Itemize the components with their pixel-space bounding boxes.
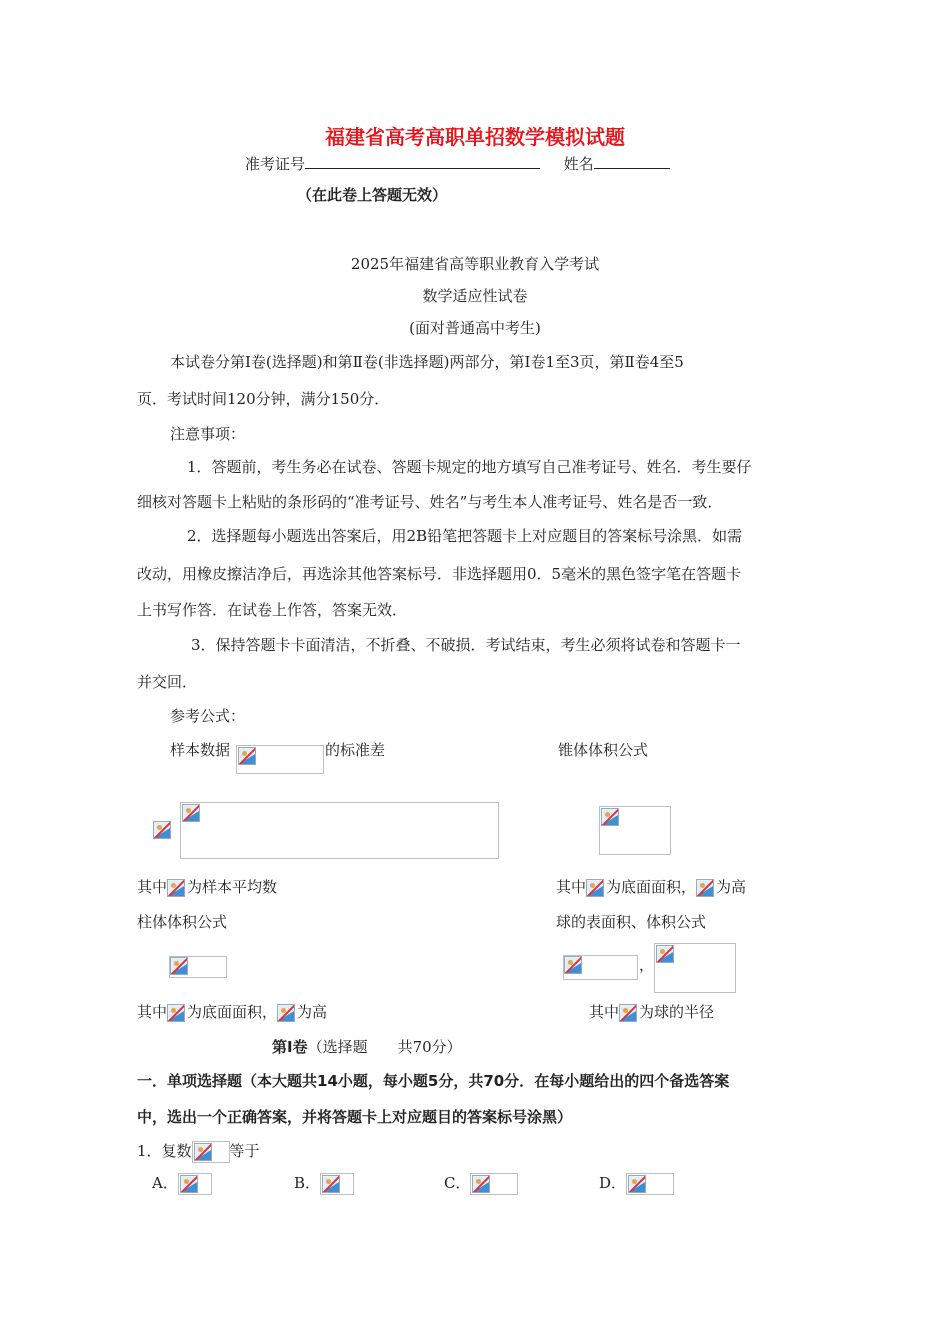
broken-image-icon: [277, 1004, 297, 1022]
prism-note-prefix: 其中: [137, 1003, 168, 1021]
sphere-note: [589, 1003, 714, 1022]
part-1-subtitle: （选择题 共70分）: [307, 1038, 462, 1056]
formulas-title: 参考公式：: [170, 707, 246, 725]
invalid-notice: （在此卷上答题无效）: [297, 186, 448, 204]
broken-image-icon: [619, 1004, 639, 1022]
note-1-line-1: 1．答题前，考生务必在试卷、答题卡规定的地方填写自己准考证号、姓名．考生要仔: [187, 458, 752, 476]
notes-title: 注意事项：: [170, 425, 246, 443]
exam-line-3: (面对普通高中考生): [409, 319, 541, 337]
mean-note-suffix: 为样本平均数: [187, 878, 278, 896]
cone-note: [556, 878, 746, 897]
question-1-suffix: 等于: [229, 1142, 260, 1160]
exam-line-1: 2025年福建省高等职业教育入学考试: [350, 255, 600, 273]
intro-line-1: 本试卷分第Ⅰ卷(选择题)和第Ⅱ卷(非选择题)两部分，第Ⅰ卷1至3页，第Ⅱ卷4至5: [170, 353, 684, 371]
name-blank: [594, 153, 670, 169]
broken-image-icon: [696, 879, 716, 897]
option-a[interactable]: [152, 1173, 212, 1195]
option-c-label: C．: [444, 1174, 471, 1192]
option-d-image: [626, 1173, 674, 1195]
sphere-note-prefix: 其中: [589, 1003, 620, 1021]
option-b[interactable]: [294, 1173, 354, 1195]
intro-line-2: 页．考试时间120分钟，满分150分．: [137, 390, 390, 408]
mean-note-prefix: 其中: [137, 878, 168, 896]
mean-note: [137, 878, 277, 897]
prism-note-mid: 为底面面积，: [187, 1003, 278, 1021]
cone-note-suffix: 为高: [716, 878, 747, 896]
broken-image-icon: [167, 1004, 187, 1022]
cone-note-prefix: 其中: [556, 878, 587, 896]
exam-line-2: 数学适应性试卷: [422, 287, 528, 305]
broken-image-icon: [601, 808, 619, 826]
sphere-note-suffix: 为球的半径: [639, 1003, 715, 1021]
broken-image-icon: [238, 747, 256, 765]
option-c-image: [470, 1173, 518, 1195]
std-dev-suffix: 的标准差: [325, 741, 386, 759]
sphere-formula-label: 球的表面积、体积公式: [556, 913, 707, 931]
question-1-prefix: 1．复数: [137, 1142, 192, 1160]
broken-image-icon: [170, 957, 188, 975]
cone-volume-label: 锥体体积公式: [558, 741, 649, 759]
option-a-label: A．: [152, 1174, 178, 1192]
section-heading-line-1: 一．单项选择题（本大题共14小题，每小题5分，共70分．在每小题给出的四个备选答案: [137, 1072, 730, 1090]
option-c[interactable]: [444, 1173, 518, 1195]
formula-comma: ，: [639, 956, 655, 974]
exam-id-row: [245, 153, 670, 173]
option-b-label: B．: [294, 1174, 321, 1192]
std-dev-prefix: 样本数据: [170, 741, 231, 759]
broken-image-icon: [586, 879, 606, 897]
note-2-line-2: 改动，用橡皮擦洁净后，再选涂其他答案标号．非选择题用0．5毫米的黑色签字笔在答题卡: [137, 565, 742, 583]
option-d[interactable]: [599, 1173, 674, 1195]
broken-image-icon: [153, 821, 171, 839]
name-label: 姓名: [563, 155, 594, 173]
cone-note-mid: 为底面面积，: [606, 878, 697, 896]
section-heading-line-2: 中，选出一个正确答案，并将答题卡上对应题目的答案标号涂黑）: [137, 1108, 573, 1126]
exam-id-label: 准考证号: [245, 155, 306, 173]
option-d-label: D．: [599, 1174, 627, 1192]
note-3-line-1: 3．保持答题卡卡面清洁，不折叠、不破损．考试结束，考生必须将试卷和答题卡一: [191, 636, 741, 654]
std-dev-formula-image: [180, 802, 499, 859]
prism-note: [137, 1003, 327, 1022]
prism-note-suffix: 为高: [297, 1003, 328, 1021]
note-1-line-2: 细核对答题卡上粘贴的条形码的“准考证号、姓名”与考生本人准考证号、姓名是否一致．: [137, 493, 723, 511]
question-1-expression-image: [192, 1141, 230, 1163]
broken-image-icon: [167, 879, 187, 897]
prism-volume-label: 柱体体积公式: [137, 913, 228, 931]
question-1-stem: [137, 1141, 260, 1163]
note-3-line-2: 并交回．: [137, 673, 198, 691]
option-b-image: [320, 1173, 354, 1195]
page-title: 福建省高考高职单招数学模拟试题: [325, 125, 625, 149]
broken-image-icon: [564, 956, 582, 974]
broken-image-icon: [182, 804, 200, 822]
exam-id-blank: [305, 153, 540, 169]
note-2-line-1: 2．选择题每小题选出答案后，用2B铅笔把答题卡上对应题目的答案标号涂黑．如需: [187, 527, 743, 545]
note-2-line-3: 上书写作答．在试卷上作答，答案无效．: [137, 601, 408, 619]
part-1-title: 第Ⅰ卷: [272, 1038, 308, 1056]
broken-image-icon: [656, 945, 674, 963]
part-1-heading: [272, 1038, 462, 1056]
option-a-image: [178, 1173, 212, 1195]
